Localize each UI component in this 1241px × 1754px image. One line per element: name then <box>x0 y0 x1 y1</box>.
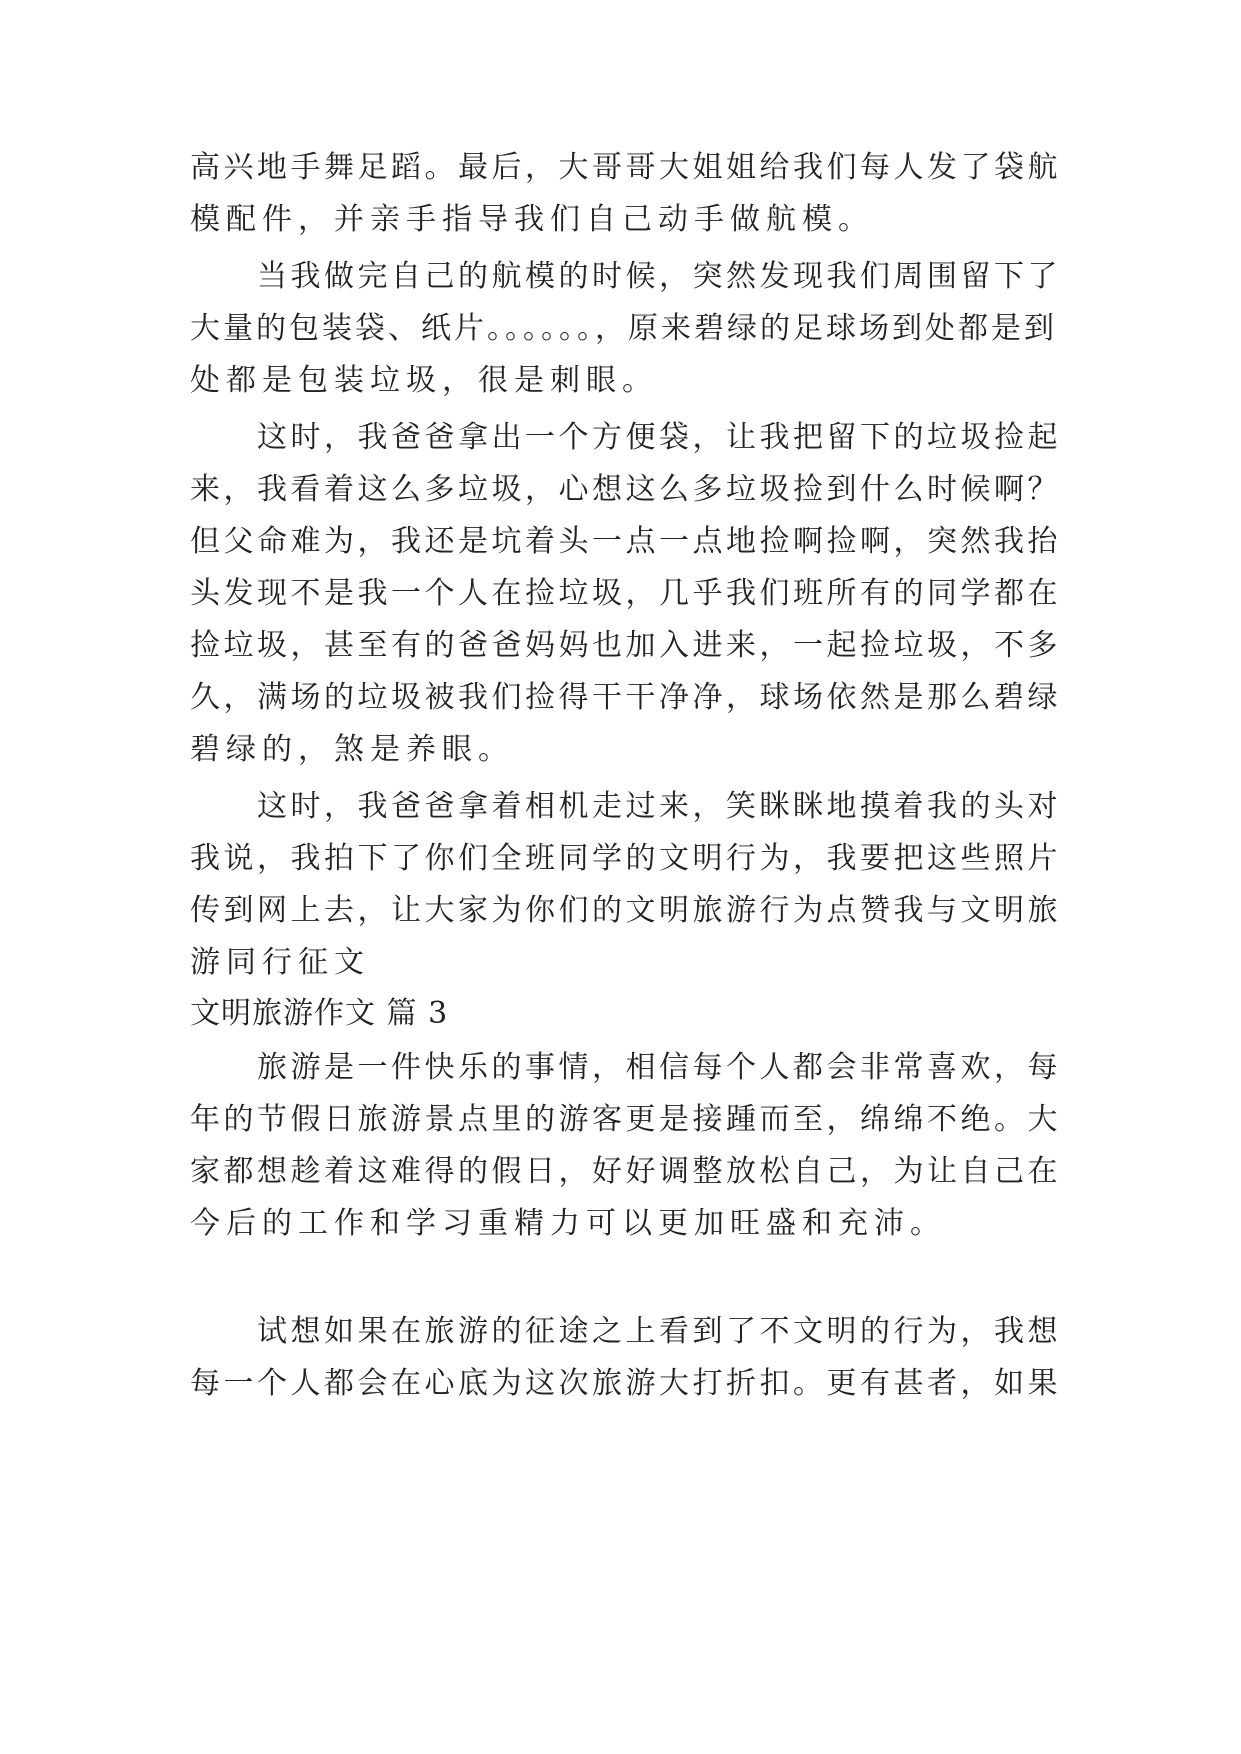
text-line: 传到网上去，让大家为你们的文明旅游行为点赞我与文明旅 <box>190 893 1061 928</box>
text-line: 久，满场的垃圾被我们捡得干干净净，球场依然是那么碧绿 <box>190 680 1061 715</box>
text-line: 这时，我爸爸拿出一个方便袋，让我把留下的垃圾捡起 <box>190 420 1061 455</box>
text-line: 我说，我拍下了你们全班同学的文明行为，我要把这些照片 <box>190 841 1061 876</box>
text-line: 游同行征文 <box>190 945 370 980</box>
text-line: 碧绿的，煞是养眼。 <box>190 732 514 767</box>
text-line: 模配件，并亲手指导我们自己动手做航模。 <box>190 202 874 237</box>
text-line: 旅游是一件快乐的事情，相信每个人都会非常喜欢，每 <box>190 1050 1061 1085</box>
text-line: 试想如果在旅游的征途之上看到了不文明的行为，我想 <box>190 1314 1061 1349</box>
text-line: 大量的包装袋、纸片。。。。。。，原来碧绿的足球场到处都是到 <box>190 311 1057 346</box>
text-line: 头发现不是我一个人在捡垃圾，几乎我们班所有的同学都在 <box>190 576 1061 611</box>
text-line: 但父命难为，我还是坑着头一点一点地捡啊捡啊，突然我抬 <box>190 524 1061 559</box>
text-line: 捡垃圾，甚至有的爸爸妈妈也加入进来，一起捡垃圾，不多 <box>190 628 1061 663</box>
text-line: 年的节假日旅游景点里的游客更是接踵而至，绵绵不绝。大 <box>190 1102 1061 1137</box>
text-line: 这时，我爸爸拿着相机走过来，笑眯眯地摸着我的头对 <box>190 789 1061 824</box>
text-line: 每一个人都会在心底为这次旅游大打折扣。更有甚者，如果 <box>190 1366 1061 1401</box>
text-line: 家都想趁着这难得的假日，好好调整放松自己，为让自己在 <box>190 1154 1061 1189</box>
section-heading: 文明旅游作文 篇 3 <box>190 996 449 1031</box>
text-line: 处都是包装垃圾，很是刺眼。 <box>190 363 658 398</box>
text-line: 高兴地手舞足蹈。最后，大哥哥大姐姐给我们每人发了袋航 <box>190 150 1061 185</box>
text-line: 今后的工作和学习重精力可以更加旺盛和充沛。 <box>190 1206 946 1241</box>
text-line: 来，我看着这么多垃圾，心想这么多垃圾捡到什么时候啊？ <box>190 472 1061 507</box>
text-line: 当我做完自己的航模的时候，突然发现我们周围留下了 <box>190 259 1061 294</box>
